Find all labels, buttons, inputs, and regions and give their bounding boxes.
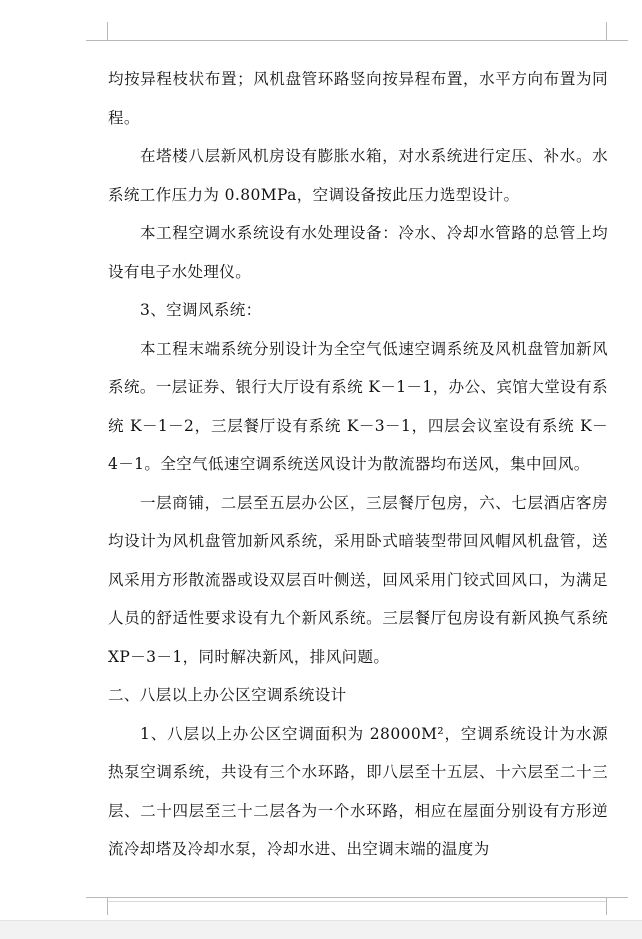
section-heading[interactable]: 3、空调风系统： <box>140 301 262 319</box>
crop-mark-bottom-left-v <box>107 897 108 915</box>
header-rule <box>108 40 606 41</box>
paragraph[interactable]: 本工程空调水系统设有水处理设备：冷水、冷却水管路的总管上均设有电子水处理仪。 <box>108 224 608 281</box>
paragraph[interactable]: 均按异程枝状布置；风机盘管环路竖向按异程布置，水平方向布置为同程。 <box>108 70 608 127</box>
crop-mark-top-right-h <box>606 40 628 41</box>
crop-mark-bottom-right-v <box>606 897 607 915</box>
crop-mark-bottom-left-h <box>86 897 108 898</box>
paragraph[interactable]: 一层商铺，二层至五层办公区，三层餐厅包房，六、七层酒店客房均设计为风机盘管加新风系统，采用卧式暗装型带回风帽风机盘管，送风采用方形散流器或设双层百叶侧送，回风采用门铰式回风口，为满足人员的舒适性要求设有九个新风系统。三层餐厅包房设有新风换气系统 XP－3－1，同时解决新风，排风问题。 <box>108 493 608 666</box>
footer-rule <box>108 897 606 898</box>
footer-rule-secondary <box>108 901 606 902</box>
page-gap <box>0 920 642 939</box>
crop-mark-bottom-right-h <box>606 897 628 898</box>
document-body[interactable] <box>108 60 608 869</box>
crop-mark-top-right-v <box>606 22 607 40</box>
crop-mark-top-left-v <box>107 22 108 40</box>
section-heading[interactable]: 二、八层以上办公区空调系统设计 <box>108 686 347 704</box>
paragraph[interactable]: 1、八层以上办公区空调面积为 28000M²，空调系统设计为水源热泵空调系统，共设有三个水环路，即八层至十五层、十六层至二十三层、二十四层至三十二层各为一个水环路，相应在屋面分别设有方形逆流冷却塔及冷却水泵，冷却水进、出空调末端的温度为 <box>108 724 608 858</box>
crop-mark-top-left-h <box>86 40 108 41</box>
paragraph[interactable]: 在塔楼八层新风机房设有膨胀水箱，对水系统进行定压、补水。水系统工作压力为 0.80MPa，空调设备按此压力选型设计。 <box>108 147 608 204</box>
paragraph[interactable]: 本工程末端系统分别设计为全空气低速空调系统及风机盘管加新风系统。一层证券、银行大厅设有系统 K－1－1，办公、宾馆大堂设有系统 K－1－2，三层餐厅设有系统 K－3－1，四层会议室设有系统 K－4－1。全空气低速空调系统送风设计为散流器均布送风，集中回风。 <box>108 339 608 473</box>
